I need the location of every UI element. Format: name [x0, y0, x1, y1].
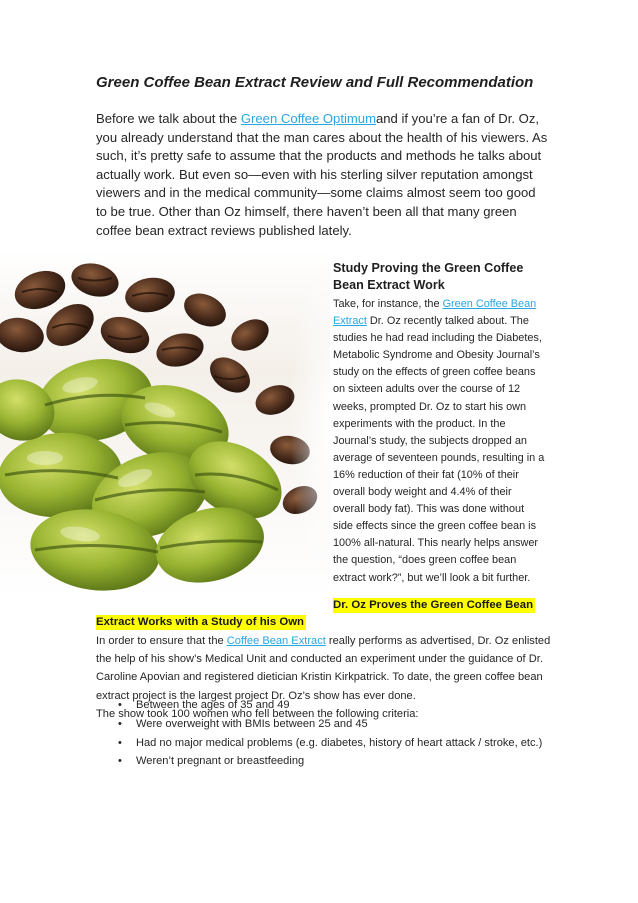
intro-text-rest: and if you’re a fan of Dr. Oz, you already understand that the man cares about the health of his viewers. As such, it’s pretty safe to assume that the products and methods he talks about actually work. But even so—even with his sterling silver reputation amongst viewers and in the medical community—some claims almost seem too good to be true. Other than Oz himself, there haven’t been all that many green coffee bean extract reviews published lately. — [96, 111, 548, 238]
coffee-bean-extract-link[interactable]: Coffee Bean Extract — [226, 635, 326, 647]
experiment-text-start: In order to ensure that the — [96, 635, 227, 647]
criteria-intro: The show took 100 women who fell between the following criteria: — [96, 707, 419, 720]
section-heading-highlight-2: Extract Works with a Study of his Own — [96, 616, 305, 628]
intro-text-start: Before we talk about the — [96, 111, 241, 126]
green-coffee-bean-extract-link[interactable]: Green Coffee Bean Extract — [333, 298, 537, 328]
list-item — [118, 715, 548, 734]
criteria-text: Had no major medical problems (e.g. diabetes, history of heart attack / stroke, etc.) — [136, 736, 543, 749]
intro-paragraph — [96, 110, 548, 240]
list-item — [118, 734, 548, 753]
list-item — [118, 752, 548, 771]
page-title: Green Coffee Bean Extract Review and Full Recommendation — [96, 74, 534, 91]
criteria-text: Were overweight with BMIs between 25 and 45 — [136, 717, 368, 730]
list-item — [118, 696, 548, 715]
bullet-icon: • — [118, 755, 122, 768]
section-heading-highlight-1: Dr. Oz Proves the Green Coffee Bean — [333, 599, 534, 611]
coffee-beans-photo — [0, 250, 330, 595]
criteria-text: Weren’t pregnant or breastfeeding — [136, 755, 305, 768]
experiment-text-rest: really performs as advertised, Dr. Oz enlisted the help of his show’s Medical Unit and conducted an experiment under the guidance of Dr. Caroline Apovian and registered dietician Kristin Kirkpatrick. To date, the green coffee bean extract project is the largest project Dr. Oz’s show has ever done. — [96, 635, 551, 702]
bullet-icon: • — [118, 699, 122, 711]
study-text-start: Take, for instance, the — [333, 298, 443, 310]
criteria-text: Between the ages of 35 and 49 — [136, 699, 290, 711]
study-paragraph — [333, 296, 545, 587]
bullet-icon: • — [118, 717, 122, 730]
bullet-icon: • — [118, 736, 122, 749]
study-sidebar — [333, 260, 545, 587]
study-heading: Study Proving the Green Coffee Bean Extract Work — [333, 261, 524, 292]
criteria-list — [118, 696, 548, 771]
study-text-rest: Dr. Oz recently talked about. The studies he had read including the Diabetes, Metabolic Syndrome and Obesity Journal’s study on the effects of green coffee beans on sixteen adults over the course of 12 weeks, prompted Dr. Oz to start his own experiments with the product. In the Journal’s study, the subjects dropped an average of seventeen pounds, resulting in a 16% reduction of their fat (10% of their overall body weight and 4.4% of their overall body fat). This was done without side effects since the green coffee bean is 100% all-natural. This nearly helps answer the question, “does green coffee bean extract work?”, but we’ll look a bit further. — [333, 315, 545, 584]
green-coffee-optimum-link[interactable]: Green Coffee Optimum — [240, 111, 376, 126]
